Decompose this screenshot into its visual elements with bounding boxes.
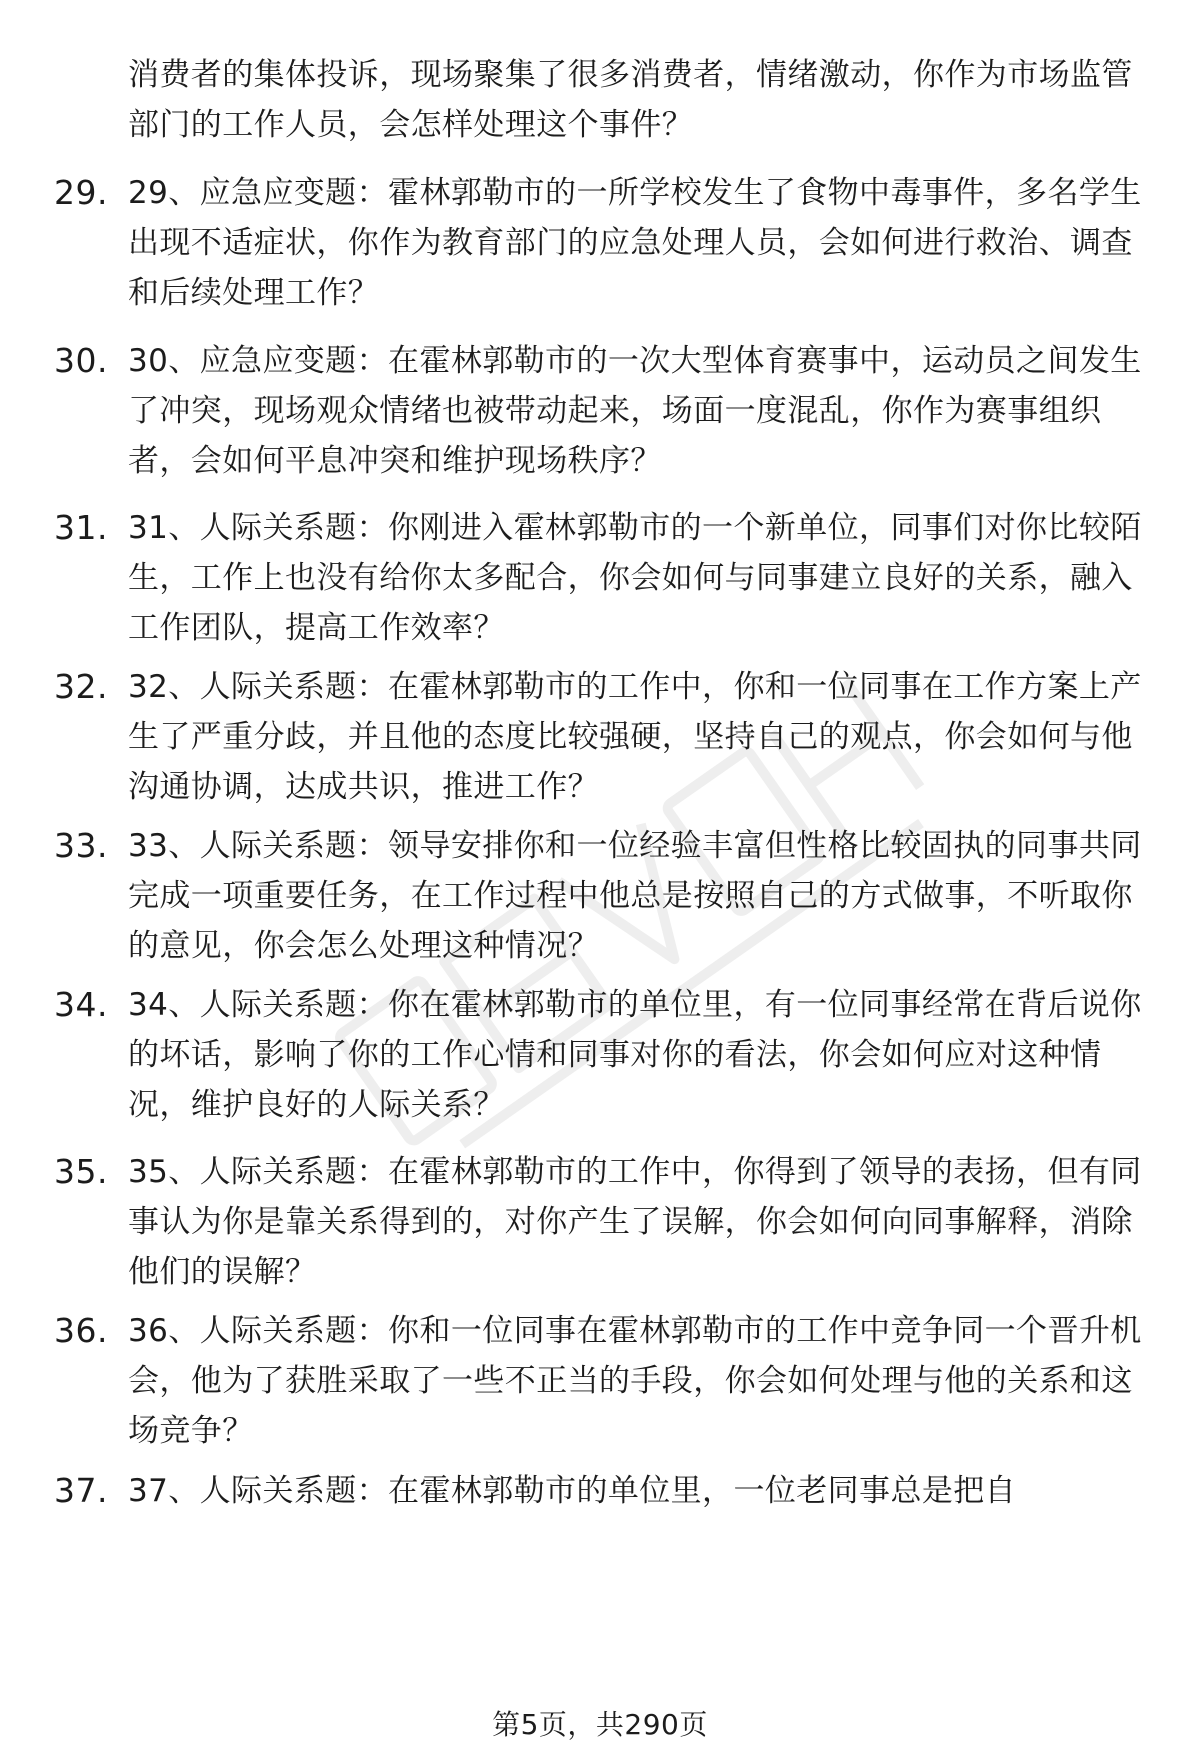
item-number: 33. — [54, 826, 108, 865]
item-number: 31. — [54, 508, 108, 547]
item-number: 36. — [54, 1311, 108, 1350]
item-text: 32、人际关系题：在霍林郭勒市的工作中，你和一位同事在工作方案上产生了严重分歧，并且他的态度比较强硬，坚持自己的观点，你会如何与他沟通协调，达成共识，推进工作？ — [128, 669, 1142, 805]
item-text: 30、应急应变题：在霍林郭勒市的一次大型体育赛事中，运动员之间发生了冲突，现场观众情绪也被带动起来，场面一度混乱，你作为赛事组织者，会如何平息冲突和维护现场秩序？ — [128, 343, 1142, 479]
item-text: 37、人际关系题：在霍林郭勒市的单位里，一位老同事总是把自 — [128, 1473, 1017, 1509]
item-text: 29、应急应变题：霍林郭勒市的一所学校发生了食物中毒事件，多名学生出现不适症状，你作为教育部门的应急处理人员，会如何进行救治、调查和后续处理工作？ — [128, 175, 1142, 311]
item-text: 36、人际关系题：你和一位同事在霍林郭勒市的工作中竞争同一个晋升机会，他为了获胜采取了一些不正当的手段，你会如何处理与他的关系和这场竞争？ — [128, 1313, 1142, 1449]
item-number: 37. — [54, 1471, 108, 1510]
item-text: 31、人际关系题：你刚进入霍林郭勒市的一个新单位，同事们对你比较陌生，工作上也没有给你太多配合，你会如何与同事建立良好的关系，融入工作团队，提高工作效率？ — [128, 510, 1142, 646]
item-text: 33、人际关系题：领导安排你和一位经验丰富但性格比较固执的同事共同完成一项重要任务，在工作过程中他总是按照自己的方式做事，不听取你的意见，你会怎么处理这种情况？ — [128, 828, 1142, 964]
item-text: 消费者的集体投诉，现场聚集了很多消费者，情绪激动，你作为市场监管部门的工作人员，会怎样处理这个事件？ — [128, 57, 1133, 143]
item-number: 34. — [54, 985, 108, 1024]
item-number: 32. — [54, 667, 108, 706]
item-text: 35、人际关系题：在霍林郭勒市的工作中，你得到了领导的表扬，但有同事认为你是靠关系得到的，对你产生了误解，你会如何向同事解释，消除他们的误解？ — [128, 1154, 1142, 1290]
item-number: 30. — [54, 341, 108, 380]
item-text: 34、人际关系题：你在霍林郭勒市的单位里，有一位同事经常在背后说你的坏话，影响了你的工作心情和同事对你的看法，你会如何应对这种情况，维护良好的人际关系？ — [128, 987, 1142, 1123]
item-number: 29. — [54, 173, 108, 212]
item-number: 35. — [54, 1152, 108, 1191]
page-footer: 第5页，共290页 — [492, 1708, 708, 1741]
